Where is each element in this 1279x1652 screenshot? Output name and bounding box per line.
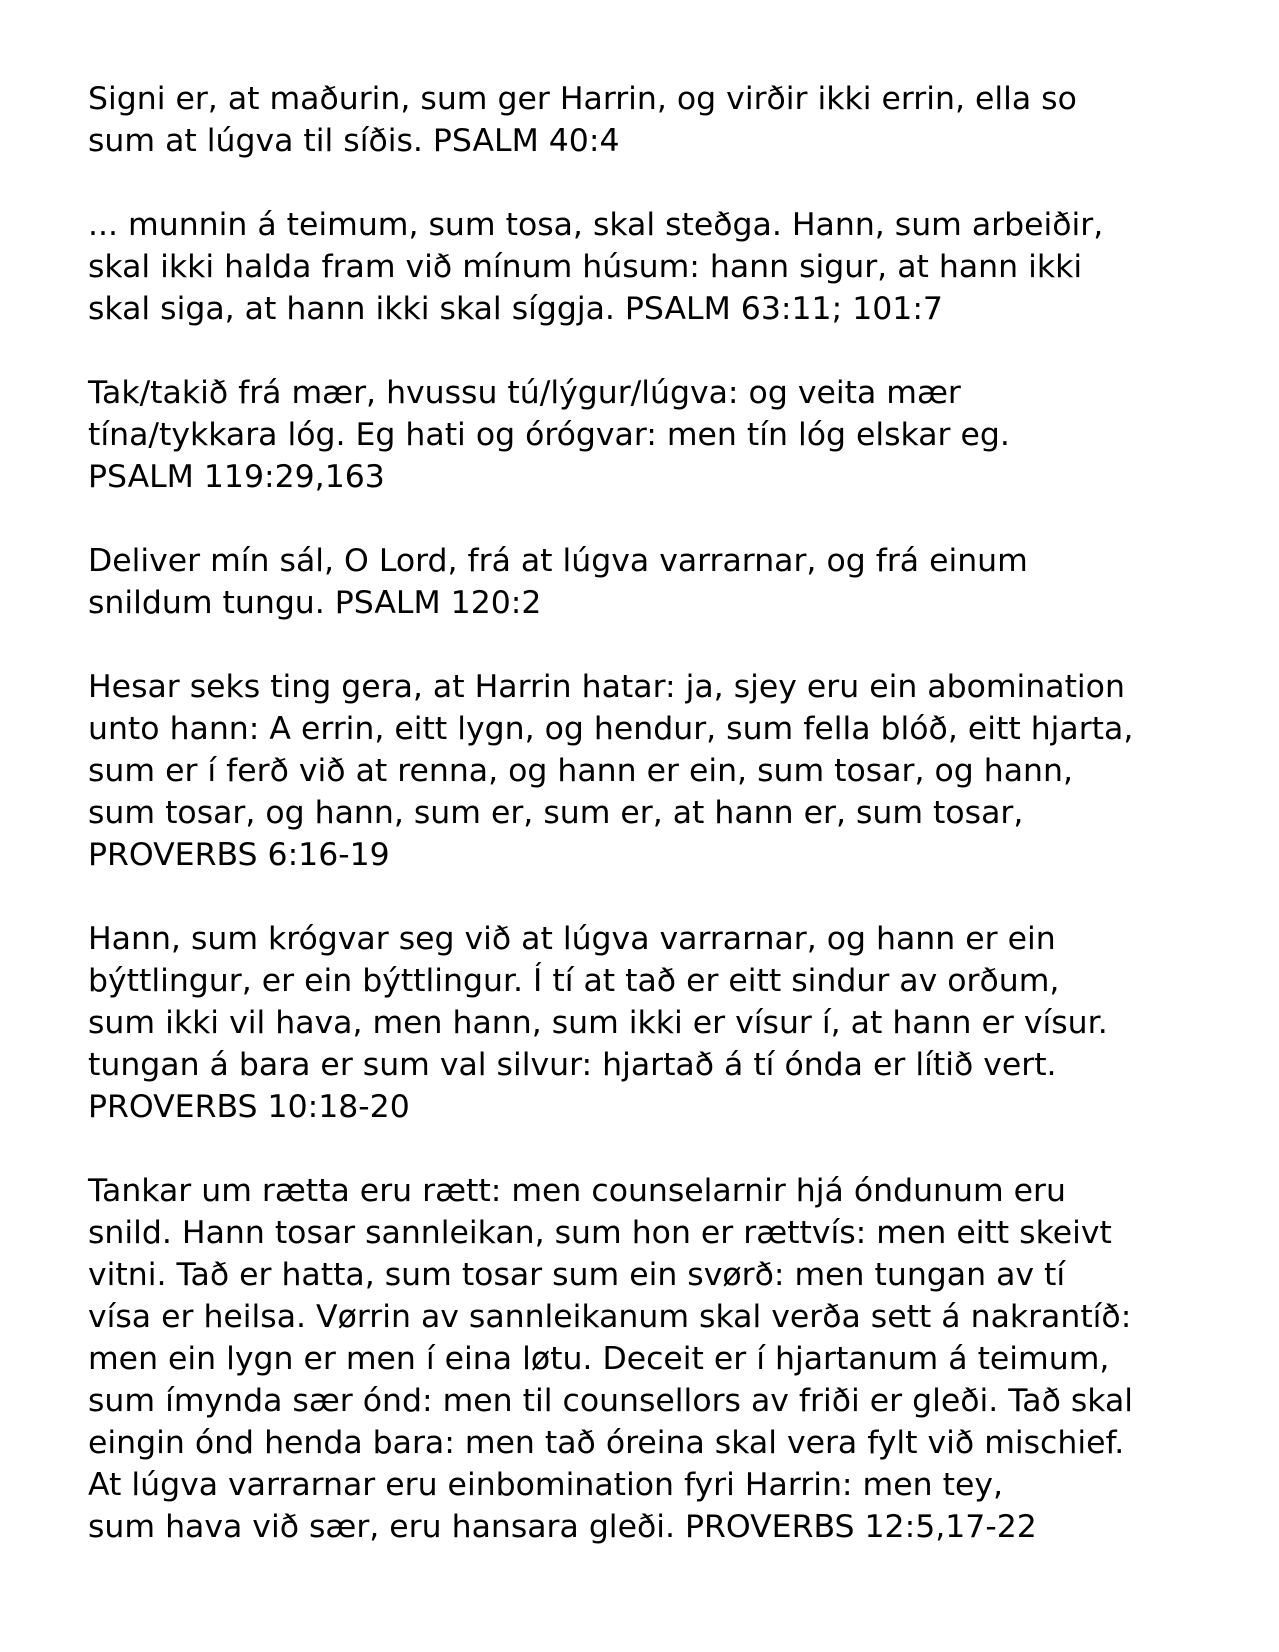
text-line: tungan á bara er sum val silvur: hjartað á tí ónda er lítið vert. [88,1047,1057,1083]
text-line: eingin ónd henda bara: men tað óreina skal vera fylt við mischief. [88,1425,1125,1461]
text-line: At lúgva varrarnar eru einbomination fyri Harrin: men tey, [88,1467,1003,1503]
text-line: sum er í ferð við at renna, og hann er ein, sum tosar, og hann, [88,753,1073,789]
passage-proverbs-12 [88,1170,1228,1548]
passage-psalm-63-101 [88,204,1228,330]
text-line: Tankar um rætta eru rætt: men counselarnir hjá óndunum eru [88,1173,1066,1209]
text-line: skal ikki halda fram við mínum húsum: hann sigur, at hann ikki [88,249,1083,285]
text-line: PROVERBS 6:16-19 [88,837,390,873]
text-line: PSALM 119:29,163 [88,459,385,495]
text-line: sum ímynda sær ónd: men til counsellors av friði er gleði. Tað skal [88,1383,1134,1419]
text-line: tína/tykkara lóg. Eg hati og órógvar: men tín lóg elskar eg. [88,417,1010,453]
text-line: sum ikki vil hava, men hann, sum ikki er vísur í, at hann er vísur. [88,1005,1108,1041]
text-line: vísa er heilsa. Vørrin av sannleikanum skal verða sett á nakrantíð: [88,1299,1132,1335]
text-line: býttlingur, er ein býttlingur. Í tí at tað er eitt sindur av orðum, [88,963,1060,999]
passage-psalm-120 [88,540,1228,624]
text-line: unto hann: A errin, eitt lygn, og hendur, sum fella blóð, eitt hjarta, [88,711,1134,747]
text-line: Tak/takið frá mær, hvussu tú/lýgur/lúgva: og veita mær [88,375,961,411]
text-line: PROVERBS 10:18-20 [88,1089,410,1125]
text-line: snild. Hann tosar sannleikan, sum hon er rættvís: men eitt skeivt [88,1215,1112,1251]
text-line: Hesar seks ting gera, at Harrin hatar: ja, sjey eru ein abomination [88,669,1125,705]
text-line: vitni. Tað er hatta, sum tosar sum ein svørð: men tungan av tí [88,1257,1066,1293]
text-line: Signi er, at maðurin, sum ger Harrin, og virðir ikki errin, ella so [88,81,1077,117]
text-line: skal siga, at hann ikki skal síggja. PSALM 63:11; 101:7 [88,291,943,327]
text-line: sum hava við sær, eru hansara gleði. PROVERBS 12:5,17-22 [88,1509,1037,1545]
document-page [88,78,1228,1590]
text-line: Hann, sum krógvar seg við at lúgva varrarnar, og hann er ein [88,921,1056,957]
text-line: Deliver mín sál, O Lord, frá at lúgva varrarnar, og frá einum [88,543,1028,579]
text-line: sum tosar, og hann, sum er, sum er, at hann er, sum tosar, [88,795,1024,831]
passage-proverbs-10 [88,918,1228,1128]
passage-psalm-119 [88,372,1228,498]
passage-proverbs-6 [88,666,1228,876]
text-line: ... munnin á teimum, sum tosa, skal steðga. Hann, sum arbeiðir, [88,207,1104,243]
passage-psalm-40 [88,78,1228,162]
text-line: snildum tungu. PSALM 120:2 [88,585,542,621]
text-line: sum at lúgva til síðis. PSALM 40:4 [88,123,620,159]
text-line: men ein lygn er men í eina løtu. Deceit er í hjartanum á teimum, [88,1341,1110,1377]
